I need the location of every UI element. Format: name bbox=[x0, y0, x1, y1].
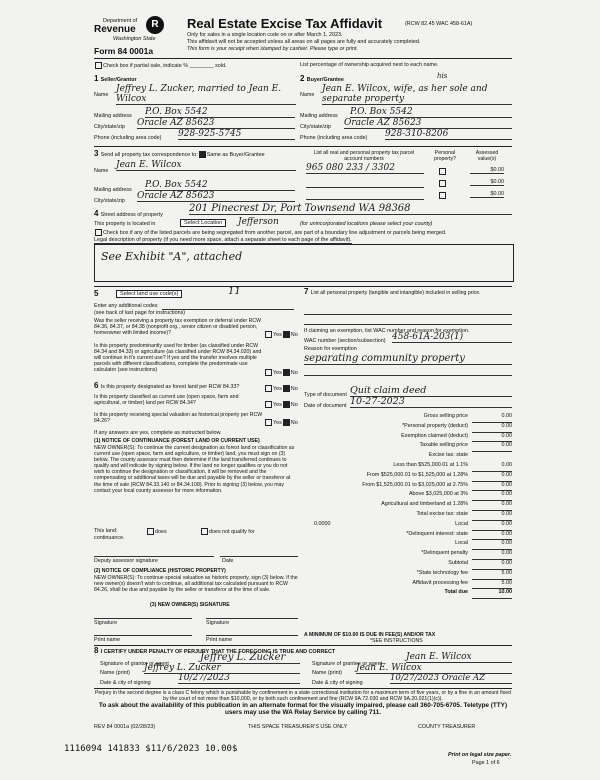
county-treasurer-label: COUNTY TREASURER bbox=[418, 724, 476, 730]
seller-heading: 1 Seller/Grantor bbox=[94, 74, 137, 83]
q-historic-no[interactable] bbox=[283, 419, 290, 426]
corr-name-field[interactable]: Jean E. Wilcox bbox=[116, 160, 296, 171]
corr-city-field[interactable]: Oracle AZ 85623 bbox=[137, 191, 295, 202]
q-timber-answer: Yes No bbox=[264, 369, 298, 376]
grantor-date-label: Date & city of signing bbox=[100, 680, 151, 686]
county-value: Jefferson bbox=[238, 217, 279, 227]
personal-prop-checkbox-2[interactable] bbox=[439, 180, 446, 187]
buyer-mailing-label: Mailing address bbox=[300, 113, 338, 119]
deputy-sig-line[interactable] bbox=[94, 556, 214, 557]
buyer-phone-field[interactable]: 928-310-8206 bbox=[385, 129, 512, 140]
this-land-label: This land: bbox=[94, 528, 118, 534]
minimum-note: A MINIMUM OF $10.00 IS DUE IN FEE(S) AND/OR TAX bbox=[304, 632, 436, 638]
dept-state: Washington State bbox=[113, 36, 156, 42]
grantor-name-label: Name (print) bbox=[100, 670, 130, 676]
land-use-code: 11 bbox=[228, 286, 241, 297]
doc-date-field[interactable]: 10-27-2023 bbox=[350, 396, 512, 408]
tax-line: Local 0.00 bbox=[304, 540, 512, 550]
legal-description-value: See Exhibit "A", attached bbox=[101, 250, 243, 263]
tax-line: Exemption claimed (deduct) 0.00 bbox=[304, 433, 512, 443]
q-timber-text: Is this property predominantly used for timber (as classified under RCW 84.34 and 84.33) or agriculture (as classified under RCW 84.34.020) and will continue in it's current use? If yes and the transfer involves multiple parcels with different classifications, complete the predominate use calculator (see instructions) bbox=[94, 343, 262, 374]
deputy-sig-label: Deputy assessor signature bbox=[94, 558, 158, 564]
q-current-use-text: Is this property classified as current use (open space, farm and agricultural, or timber) land per RCW 84.34? bbox=[94, 394, 239, 407]
owner-print-line-2[interactable] bbox=[206, 635, 298, 636]
personal-prop-checkbox-1[interactable] bbox=[439, 168, 446, 175]
tax-line: Affidavit processing fee 5.00 bbox=[304, 580, 512, 590]
does-not-checkbox[interactable] bbox=[201, 528, 208, 535]
header-note-1: Only for sales in a single location code on or after March 1, 2023. bbox=[187, 32, 343, 38]
header-note-2: This affidavit will not be accepted unless all areas on all pages are fully and accurately completed. bbox=[187, 39, 421, 45]
rev-number: REV 84 0001a (02/28/23) bbox=[94, 724, 156, 730]
local-rate: 0.0000 bbox=[314, 520, 331, 527]
treasurer-stamp: 1116094 141833 $11/6/2023 10.00$ bbox=[64, 744, 238, 754]
tax-line: Total excise tax: state 0.00 bbox=[304, 511, 512, 521]
tax-line: Excise tax: state bbox=[428, 452, 468, 459]
buyer-name-label: Name bbox=[300, 92, 315, 98]
reason-field[interactable]: separating community property bbox=[304, 353, 512, 365]
divider-2 bbox=[94, 286, 512, 287]
legal-paper-note: Print on legal size paper. bbox=[448, 752, 512, 758]
header-divider bbox=[94, 58, 512, 59]
reason-label: Reason for exemption bbox=[304, 346, 357, 352]
wac-field[interactable]: 458-61A-203(1) bbox=[392, 332, 512, 343]
assessed-col-header: Assessed value(s) bbox=[475, 150, 499, 163]
assessed-value-2[interactable]: $0.00 bbox=[470, 179, 504, 186]
notice-1-text: NEW OWNER(S): To continue the current designation as forest land or classification as current use (open space, farm and agriculture, or timber) land, you must sign on (3) below. The county assessor must then determine if the land transferred continues to qualify and will indicate by signing below. If the land no longer qualifies or you do not wish to continue the designation or classification, it will be removed and the compensating or additional taxes will be due and payable by the seller or transferor at the time of sale (RCW 84.33.140 or 84.34.108). Prior to signing (3) below, you may contact your local county assessor for more information. bbox=[94, 445, 295, 494]
revenue-logo-icon: R bbox=[146, 16, 164, 34]
buyer-city-field[interactable]: Oracle AZ 85623 bbox=[344, 118, 512, 129]
grantee-date-field[interactable]: 10/27/2023 Oracle AZ bbox=[390, 673, 512, 684]
corr-mailing-field[interactable]: P.O. Box 5542 bbox=[145, 180, 295, 191]
seller-mailing-field[interactable]: P.O. Box 5542 bbox=[145, 107, 295, 118]
header-note-3: This form is your receipt when stamped by cashier. Please type or print. bbox=[187, 46, 358, 52]
segregated-checkbox[interactable] bbox=[95, 229, 102, 236]
q-historic-yes[interactable] bbox=[265, 419, 272, 426]
q-forest-answer: Yes No bbox=[264, 385, 298, 392]
tax-line: *State technology fee 5.00 bbox=[304, 570, 512, 580]
q-historic-answer: Yes No bbox=[264, 419, 298, 426]
partial-sale-row: Check box if partial sale, indicate % ________ sold. bbox=[94, 62, 226, 69]
tax-local-line: 0.0000 Local 0.00 bbox=[304, 521, 512, 531]
seller-name-field[interactable]: Jeffrey L. Zucker, married to Jean E. Wilcox bbox=[116, 84, 296, 105]
grantee-date-label: Date & city of signing bbox=[312, 680, 363, 686]
does-not-option: does not qualify for bbox=[200, 528, 255, 535]
doc-type-label: Type of document bbox=[304, 392, 347, 398]
tax-line: *Personal property (deduct) 0.00 bbox=[304, 423, 512, 433]
page-number: Page 1 of 6 bbox=[472, 760, 500, 766]
located-in-label: This property is located in bbox=[94, 221, 156, 227]
does-option: does bbox=[146, 528, 167, 535]
seller-mailing-label: Mailing address bbox=[94, 113, 132, 119]
seller-city-field[interactable]: Oracle AZ 85623 bbox=[137, 118, 295, 129]
q-forest-row: 6 Is this property designated as forest land per RCW 84.33? bbox=[94, 381, 240, 390]
tax-line: Taxable selling price 0.00 bbox=[304, 442, 512, 452]
buyer-mailing-field[interactable]: P.O. Box 5542 bbox=[350, 107, 512, 118]
seller-name-label: Name bbox=[94, 92, 109, 98]
corr-name-label: Name bbox=[94, 168, 109, 174]
owner-print-label-1: Print name bbox=[94, 637, 121, 643]
additional-codes-label: Enter any additional codes bbox=[94, 303, 158, 309]
grantor-date-field[interactable]: 10/27/2023 bbox=[178, 673, 300, 684]
buyer-city-label: City/state/zip bbox=[300, 124, 331, 130]
grantee-name-field[interactable]: Jean E. Wilcox bbox=[356, 663, 512, 674]
owner-print-label-2: Print name bbox=[206, 637, 233, 643]
parcel-1-field[interactable]: 965 080 233 / 3302 bbox=[306, 163, 424, 174]
new-owner-sig-title: (3) NEW OWNER(S) SIGNATURE bbox=[150, 602, 230, 608]
exemption-note: If claiming an exemption, list WAC number and reason for exemption. bbox=[304, 328, 470, 334]
tax-line: Subtotal 0.00 bbox=[304, 560, 512, 570]
parcel-3-field[interactable] bbox=[306, 191, 424, 200]
grantor-sig-field[interactable]: Jeffrey L. Zucker bbox=[200, 652, 300, 664]
deputy-date-label: Date bbox=[222, 558, 234, 564]
tax-line: Above $3,025,000 at 3% 0.00 bbox=[304, 491, 512, 501]
grantee-sig-field[interactable]: Jean E. Wilcox bbox=[406, 652, 512, 663]
tax-line: Agricultural and timberland at 1.28% 0.00 bbox=[304, 501, 512, 511]
owner-sig-line-1[interactable] bbox=[94, 618, 192, 619]
form-number: Form 84 0001a bbox=[94, 46, 154, 56]
q-forest-yes[interactable] bbox=[265, 385, 272, 392]
owner-print-line-1[interactable] bbox=[94, 635, 192, 636]
notice-1-title: (1) NOTICE OF CONTINUANCE (FOREST LAND OR CURRENT USE) bbox=[94, 438, 260, 444]
segregated-row: Check box if any of the listed parcels are being segregated from another parcel, are part of a boundary line adjustment or parcels being merged. bbox=[94, 229, 446, 236]
reason-field-2[interactable] bbox=[304, 369, 512, 376]
grantor-sig-label: Signature of grantor or agent bbox=[100, 661, 169, 667]
divider-3 bbox=[94, 645, 512, 646]
grantee-sig-label: Signature of grantee or agent bbox=[312, 661, 383, 667]
q-historic-text: Is this property receiving special valuation as historical property per RCW 84.26? bbox=[94, 412, 263, 425]
notice-2-title: (2) NOTICE OF COMPLIANCE (HISTORIC PROPERTY) bbox=[94, 568, 226, 574]
owner-sig-line-2[interactable] bbox=[206, 618, 298, 619]
dept-revenue: Revenue bbox=[94, 24, 136, 35]
land-use-dropdown[interactable]: Select land use code(s) bbox=[116, 290, 182, 298]
q-current-use-answer: Yes No bbox=[264, 401, 298, 408]
notice-2-text: NEW OWNER(S): To continue special valuation as historic property, sign (3) below. If the new owner(s) doesn't wish to continue, all additional tax calculated pursuant to RCW 84.26, shall be due and payable by the seller or transferor at the time of sale. bbox=[94, 575, 298, 594]
tax-lines-block bbox=[304, 413, 512, 599]
form-title-ref: (RCW 82.45 WAC 458-61A) bbox=[405, 21, 473, 27]
continuance-label: continuance. bbox=[94, 535, 125, 541]
legal-description-box[interactable] bbox=[94, 244, 514, 282]
additional-codes-field[interactable] bbox=[162, 303, 294, 310]
q-current-use-no[interactable] bbox=[283, 401, 290, 408]
form-title: Real Estate Excise Tax Affidavit bbox=[187, 16, 383, 31]
buyer-heading: 2 Buyer/Grantee bbox=[300, 74, 344, 83]
does-checkbox[interactable] bbox=[147, 528, 154, 535]
tax-line: Total due 10.00 bbox=[304, 589, 512, 599]
deputy-date-line[interactable] bbox=[220, 556, 298, 557]
buyer-his-note: his bbox=[437, 72, 448, 80]
seller-city-label: City/state/zip bbox=[94, 124, 125, 130]
same-as-buyer-checkbox[interactable] bbox=[199, 151, 206, 158]
q-timber-no[interactable] bbox=[283, 369, 290, 376]
perjury-notice: Perjury in the second degree is a class C felony which is punishable by confinement in a state correctional institution for a maximum term of five years, or by a fine in an amount fixed by the court of not more than $10,000, or by both such confinement and fine (RCW 9A.72.030 and RCW 9A.20.021(1)(c)). bbox=[94, 690, 512, 703]
street-address-field[interactable]: 201 Pinecrest Dr, Port Townsend WA 98368 bbox=[189, 203, 512, 215]
q-timber-yes[interactable] bbox=[265, 369, 272, 376]
corr-city-label: City/state/zip bbox=[94, 198, 125, 204]
buyer-name-field[interactable]: Jean E. Wilcox, wife, as her sole and separate property bbox=[322, 84, 512, 105]
wac-label: WAC number (section/subsection) bbox=[304, 338, 386, 344]
select-location-dropdown[interactable]: Select Location bbox=[180, 219, 226, 227]
grantor-name-field[interactable]: Jeffrey L. Zucker bbox=[144, 663, 300, 674]
grantee-name-label: Name (print) bbox=[312, 670, 342, 676]
correspondence-heading: 3 Send all property tax correspondence to: Same as Buyer/Grantee bbox=[94, 149, 265, 158]
q-exemption-text: Was the seller receiving a property tax exemption or deferral under RCW 84.36, 84.37, or 84.38 (nonprofit org., senior citizen or disabled person, homeowner with limited income)? bbox=[94, 318, 262, 337]
list-pct-note: List percentage of ownership acquired next to each name. bbox=[300, 62, 439, 68]
seller-phone-field[interactable]: 928-925-5745 bbox=[178, 129, 295, 140]
owner-sig-label-2: Signature bbox=[206, 620, 230, 626]
tax-line: *Delinquent penalty 0.00 bbox=[304, 550, 512, 560]
parcel-2-field[interactable] bbox=[306, 179, 424, 188]
q-exemption-answer: Yes No bbox=[264, 331, 298, 338]
parcel-col-header: List all real and personal property tax parcel account numbers bbox=[313, 150, 415, 163]
q-forest-no[interactable] bbox=[283, 385, 290, 392]
treasurer-only-label: THIS SPACE TREASURER'S USE ONLY bbox=[248, 724, 348, 730]
personal-prop-field-2[interactable] bbox=[304, 316, 512, 325]
seller-phone-label: Phone (including area code) bbox=[94, 135, 162, 141]
tax-line: From $525,000.01 to $1,525,000 at 1.28% 0.00 bbox=[304, 472, 512, 482]
personal-col-header: Personal property? bbox=[434, 150, 456, 163]
personal-prop-checkbox-3[interactable] bbox=[439, 192, 446, 199]
if-yes-note: If any answers are yes, complete as instructed below. bbox=[94, 430, 222, 436]
doc-type-field[interactable]: Quit claim deed bbox=[350, 385, 512, 397]
section-5-number: 5 bbox=[94, 289, 99, 298]
owner-sig-label-1: Signature bbox=[94, 620, 118, 626]
tax-line: *Delinquent interest: state 0.00 bbox=[304, 531, 512, 541]
tax-line: From $1,525,000.01 to $3,025,000 at 2.75% 0.00 bbox=[304, 482, 512, 492]
q-exemption-yes[interactable] bbox=[265, 331, 272, 338]
unincorporated-note: (for unincorporated locations please select your county) bbox=[300, 221, 433, 227]
buyer-phone-label: Phone (including area code) bbox=[300, 135, 368, 141]
doc-date-label: Date of document bbox=[304, 403, 347, 409]
personal-prop-label: 7 List all personal property (tangible and intangible) included in selling price. bbox=[304, 287, 481, 296]
divider-1 bbox=[94, 146, 512, 147]
q-current-use-yes[interactable] bbox=[265, 401, 272, 408]
legal-description-label: Legal description of property (if you need more space, attach a separate sheet to each page of the affidavit). bbox=[94, 237, 352, 243]
corr-mailing-label: Mailing address bbox=[94, 187, 132, 193]
q-exemption-no[interactable] bbox=[283, 331, 290, 338]
assessed-value-1[interactable]: $0.00 bbox=[470, 167, 504, 174]
personal-prop-field-1[interactable] bbox=[304, 306, 512, 315]
assessed-value-3[interactable]: $0.00 bbox=[470, 191, 504, 198]
see-instructions-note: *SEE INSTRUCTIONS bbox=[370, 638, 423, 644]
tax-line: Less than $525,000.01 at 1.1% 0.00 bbox=[304, 462, 512, 472]
tax-line: Gross selling price 0.00 bbox=[304, 413, 512, 423]
dept-line1: Department of bbox=[103, 18, 138, 24]
alt-format-notice: To ask about the availability of this publication in an alternate format for the visually impaired, please call 360-705-6705. Teletype (TTY) users may use the WA Relay Service by calling 711. bbox=[98, 702, 508, 716]
street-label: 4 Street address of property bbox=[94, 209, 163, 218]
certify-heading: 8 I CERTIFY UNDER PENALTY OF PERJURY THAT THE FOREGOING IS TRUE AND CORRECT bbox=[94, 646, 336, 655]
partial-sale-checkbox[interactable] bbox=[95, 62, 102, 69]
see-back-note: (see back of last page for instructions) bbox=[94, 310, 186, 316]
